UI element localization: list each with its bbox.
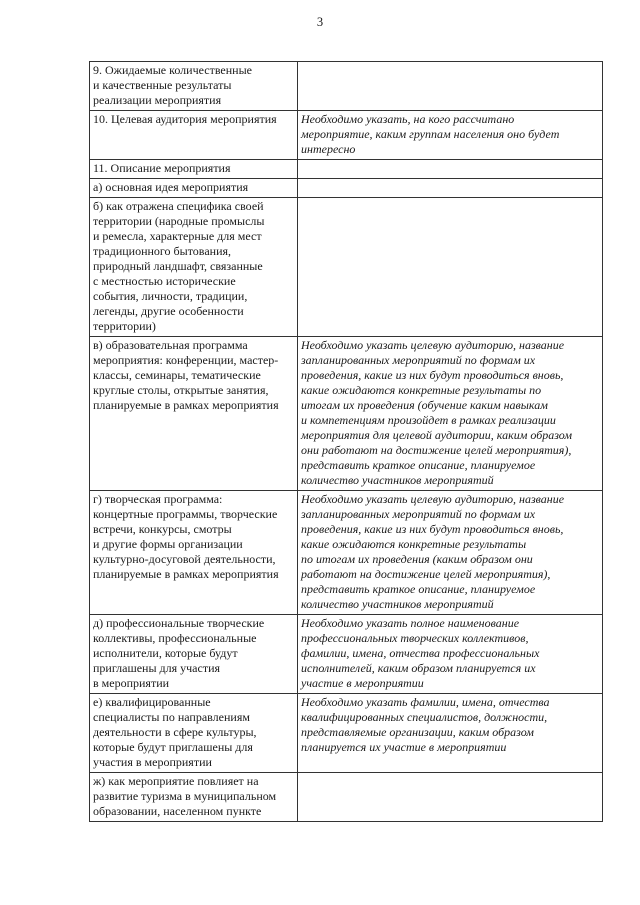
row-value-cell <box>298 198 603 337</box>
row-label-line: встречи, конкурсы, смотры <box>93 522 232 536</box>
row-value-line: количество участников мероприятий <box>301 473 494 487</box>
row-value-line: и компетенциям произойдет в рамках реализации <box>301 413 556 427</box>
row-label-line: в мероприятии <box>93 676 170 690</box>
table-row <box>90 160 603 179</box>
row-label-line: природный ландшафт, связанные <box>93 259 263 273</box>
row-value-cell <box>298 337 603 491</box>
row-label-line: которые будут приглашены для <box>93 740 253 754</box>
table-row <box>90 111 603 160</box>
row-label-line: легенды, другие особенности <box>93 304 244 318</box>
row-label-line: концертные программы, творческие <box>93 507 278 521</box>
row-value-line: запланированных мероприятий по формам их <box>301 353 536 367</box>
row-label-line: б) как отражена специфика своей <box>93 199 264 213</box>
row-label-line: события, личности, традиции, <box>93 289 248 303</box>
row-label-line: в) образовательная программа <box>93 338 248 352</box>
row-label-cell <box>90 198 298 337</box>
row-label-line: культурно-досуговой деятельности, <box>93 552 276 566</box>
row-value-line: они работают на достижение целей мероприятия), <box>301 443 572 457</box>
row-value-cell <box>298 694 603 773</box>
row-value-line: квалифицированных специалистов, должности, <box>301 710 548 724</box>
table-row <box>90 62 603 111</box>
row-label-line: коллективы, профессиональные <box>93 631 257 645</box>
table-row <box>90 694 603 773</box>
row-value-line: количество участников мероприятий <box>301 597 494 611</box>
row-label-line: д) профессиональные творческие <box>93 616 265 630</box>
row-label-line: и качественные результаты <box>93 78 232 92</box>
row-value-line: планируется их участие в мероприятии <box>301 740 507 754</box>
row-label-line: круглые столы, открытые занятия, <box>93 383 269 397</box>
row-label-line: классы, семинары, тематические <box>93 368 261 382</box>
row-label-line: мероприятия: конференции, мастер- <box>93 353 279 367</box>
row-label-cell <box>90 491 298 615</box>
row-label-cell <box>90 773 298 822</box>
row-label-line: традиционного бытования, <box>93 244 232 258</box>
row-label-cell <box>90 160 298 179</box>
row-label-cell <box>90 694 298 773</box>
row-value-line: Необходимо указать, на кого рассчитано <box>301 112 515 126</box>
row-label-cell <box>90 111 298 160</box>
row-label-line: г) творческая программа: <box>93 492 223 506</box>
row-value-cell <box>298 773 603 822</box>
row-label-line: с местностью исторические <box>93 274 236 288</box>
row-value-line: Необходимо указать целевую аудиторию, название <box>301 492 565 506</box>
row-value-line: запланированных мероприятий по формам их <box>301 507 536 521</box>
row-value-line: проведения, какие из них будут проводиться вновь, <box>301 522 564 536</box>
row-value-line: профессиональных творческих коллективов, <box>301 631 529 645</box>
row-value-line: фамилии, имена, отчества профессиональных <box>301 646 540 660</box>
page-number: 3 <box>316 15 324 29</box>
row-label-line: е) квалифицированные <box>93 695 211 709</box>
table-row <box>90 179 603 198</box>
row-label-line: развитие туризма в муниципальном <box>93 789 277 803</box>
row-value-cell <box>298 491 603 615</box>
row-label-line: 11. Описание мероприятия <box>93 161 231 175</box>
row-label-line: 9. Ожидаемые количественные <box>93 63 252 77</box>
application-form-table <box>89 61 603 822</box>
row-label-line: приглашены для участия <box>93 661 221 675</box>
row-label-line: деятельности в сфере культуры, <box>93 725 257 739</box>
row-label-line: участия в мероприятии <box>93 755 212 769</box>
row-value-cell <box>298 160 603 179</box>
row-label-line: и ремесла, характерные для мест <box>93 229 262 243</box>
row-value-cell <box>298 179 603 198</box>
table-row <box>90 198 603 337</box>
row-value-line: работают на достижение целей мероприятия), <box>301 567 551 581</box>
row-value-line: мероприятия для целевой аудитории, каким образом <box>301 428 572 442</box>
row-value-line: итогам их проведения (обучение каким навыкам <box>301 398 548 412</box>
row-value-line: представить краткое описание, планируемое <box>301 582 536 596</box>
row-label-cell <box>90 337 298 491</box>
row-value-line: исполнителей, каким образом планируется их <box>301 661 536 675</box>
row-value-line: представляемые организации, каким образом <box>301 725 534 739</box>
row-label-cell <box>90 179 298 198</box>
row-label-line: 10. Целевая аудитория мероприятия <box>93 112 277 126</box>
row-value-line: Необходимо указать целевую аудиторию, название <box>301 338 565 352</box>
row-label-line: ж) как мероприятие повлияет на <box>93 774 259 788</box>
row-label-line: а) основная идея мероприятия <box>93 180 249 194</box>
row-label-line: планируемые в рамках мероприятия <box>93 567 279 581</box>
row-label-line: территории (народные промыслы <box>93 214 265 228</box>
row-value-cell <box>298 62 603 111</box>
row-label-line: исполнители, которые будут <box>93 646 238 660</box>
row-label-line: планируемые в рамках мероприятия <box>93 398 279 412</box>
row-label-line: специалисты по направлениям <box>93 710 250 724</box>
row-value-line: Необходимо указать фамилии, имена, отчества <box>301 695 550 709</box>
row-value-line: Необходимо указать полное наименование <box>301 616 520 630</box>
row-value-line: по итогам их проведения (каким образом они <box>301 552 533 566</box>
row-label-cell <box>90 62 298 111</box>
row-label-line: и другие формы организации <box>93 537 243 551</box>
row-value-line: какие ожидаются конкретные результаты <box>301 537 527 551</box>
row-value-line: участие в мероприятии <box>301 676 424 690</box>
row-label-cell <box>90 615 298 694</box>
table-row <box>90 615 603 694</box>
table-row <box>90 491 603 615</box>
row-value-line: проведения, какие из них будут проводиться вновь, <box>301 368 564 382</box>
row-value-line: какие ожидаются конкретные результаты по <box>301 383 542 397</box>
row-value-line: представить краткое описание, планируемое <box>301 458 536 472</box>
row-value-cell <box>298 111 603 160</box>
table-row <box>90 773 603 822</box>
row-value-cell <box>298 615 603 694</box>
table-row <box>90 337 603 491</box>
row-value-line: мероприятие, каким группам населения оно будет <box>301 127 560 141</box>
row-label-line: территории) <box>93 319 156 333</box>
row-label-line: реализации мероприятия <box>93 93 222 107</box>
row-value-line: интересно <box>301 142 356 156</box>
row-label-line: образовании, населенном пункте <box>93 804 262 818</box>
